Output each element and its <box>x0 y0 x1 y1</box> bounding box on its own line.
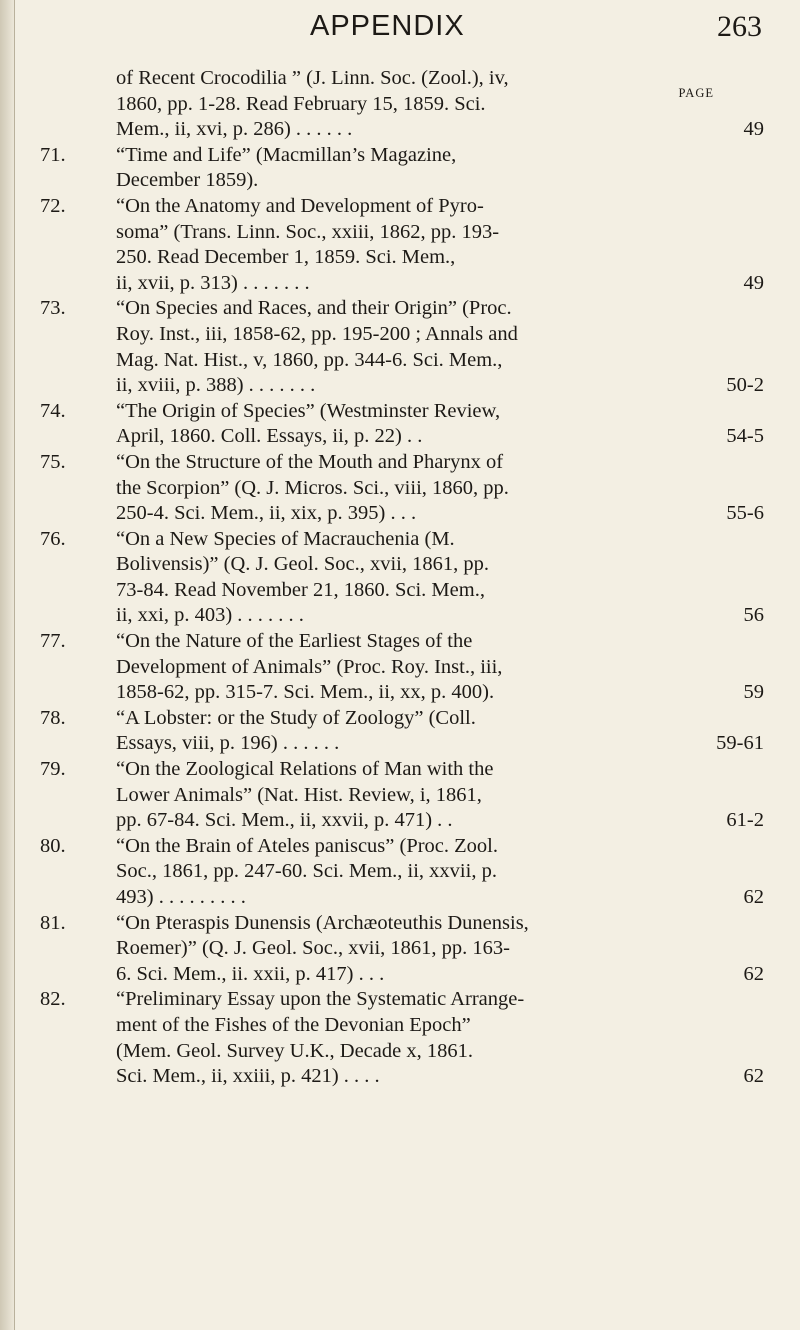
entry-line <box>116 552 712 578</box>
entry-line <box>116 680 764 706</box>
entry-number: 74. <box>40 399 66 422</box>
entry-line <box>116 117 764 143</box>
entry-number: 78. <box>40 706 66 729</box>
entry-text: 6. Sci. Mem., ii. xxii, p. 417) . . . <box>116 962 385 985</box>
entry-text: ment of the Fishes of the Devonian Epoch” <box>116 1013 471 1036</box>
entry-page-reference: 62 <box>743 962 764 985</box>
entry-page-reference: 62 <box>743 1065 764 1088</box>
bibliography-list <box>40 66 764 1090</box>
entry-text: soma” (Trans. Linn. Soc., xxiii, 1862, pp. 193- <box>116 220 500 243</box>
entry-page-reference: 61-2 <box>726 809 764 832</box>
entry-page-reference: 59 <box>743 681 764 704</box>
entry-number: 73. <box>40 297 66 320</box>
entry-page-reference: 54-5 <box>726 425 764 448</box>
bibliography-entry <box>40 706 764 757</box>
entry-line <box>116 245 712 271</box>
entry-page-reference: 59-61 <box>716 732 764 755</box>
entry-number: 76. <box>40 527 66 550</box>
entry-text: “On a New Species of Macrauchenia (M. <box>116 527 455 550</box>
entry-line <box>116 603 764 629</box>
entry-line <box>116 399 712 425</box>
bibliography-entry <box>40 450 764 527</box>
entry-text: 493) . . . . . . . . . <box>116 886 246 908</box>
entry-line <box>116 501 764 527</box>
entry-text: 250. Read December 1, 1859. Sci. Mem., <box>116 246 456 269</box>
entry-text: April, 1860. Coll. Essays, ii, p. 22) . . <box>116 425 423 448</box>
entry-text: Lower Animals” (Nat. Hist. Review, i, 1861, <box>116 783 482 806</box>
entry-line <box>116 987 712 1013</box>
entry-text: “On Species and Races, and their Origin” (Proc. <box>116 297 512 320</box>
entry-text: “Preliminary Essay upon the Systematic Arrange- <box>116 988 525 1011</box>
page-column-label: PAGE <box>678 86 714 100</box>
entry-line <box>116 1013 712 1039</box>
entry-text: “A Lobster: or the Study of Zoology” (Coll. <box>116 706 476 729</box>
entry-line <box>116 527 712 553</box>
entry-text: 1860, pp. 1-28. Read February 15, 1859. Sci. <box>116 92 486 115</box>
entry-text: (Mem. Geol. Survey U.K., Decade x, 1861. <box>116 1039 473 1062</box>
bibliography-entry <box>40 66 764 143</box>
entry-line <box>116 296 712 322</box>
entry-line <box>116 220 712 246</box>
entry-text: ii, xvii, p. 313) . . . . . . . <box>116 271 310 294</box>
entry-number: 71. <box>40 143 66 166</box>
bibliography-entry <box>40 757 764 834</box>
entry-line <box>116 143 712 169</box>
entry-text: pp. 67-84. Sci. Mem., ii, xxvii, p. 471) . . <box>116 809 453 832</box>
entry-line <box>116 271 764 297</box>
entry-page-reference: 49 <box>743 118 764 141</box>
entry-page-reference: 49 <box>743 271 764 294</box>
entry-text: “On the Nature of the Earliest Stages of the <box>116 630 473 653</box>
entry-text: Roy. Inst., iii, 1858-62, pp. 195-200 ; Annals and <box>116 322 518 345</box>
entry-text: 73-84. Read November 21, 1860. Sci. Mem., <box>116 578 485 601</box>
entry-number: 80. <box>40 834 66 857</box>
entry-line <box>116 655 712 681</box>
entry-line <box>116 629 712 655</box>
entry-number: 81. <box>40 911 66 934</box>
entry-page-reference: 50-2 <box>726 374 764 397</box>
entry-line <box>116 783 712 809</box>
entry-text: ii, xviii, p. 388) . . . . . . . <box>116 374 316 397</box>
entry-line <box>116 424 764 450</box>
entry-line <box>116 706 712 732</box>
entry-line <box>116 911 712 937</box>
entry-text: Sci. Mem., ii, xxiii, p. 421) . . . . <box>116 1065 380 1088</box>
entry-text: 250-4. Sci. Mem., ii, xix, p. 395) . . . <box>116 502 417 525</box>
entry-line <box>116 373 764 399</box>
entry-line <box>116 962 764 988</box>
entry-line <box>116 808 764 834</box>
running-header <box>310 10 762 50</box>
entry-text: “On the Zoological Relations of Man with the <box>116 758 494 781</box>
entry-text: Mem., ii, xvi, p. 286) . . . . . . <box>116 118 353 141</box>
entry-text: 1858-62, pp. 315-7. Sci. Mem., ii, xx, p. 400). <box>116 681 495 704</box>
entry-text: Essays, viii, p. 196) . . . . . . <box>116 732 340 755</box>
entry-number: 75. <box>40 450 66 473</box>
entry-text: of Recent Crocodilia ” (J. Linn. Soc. (Zool.), iv, <box>116 67 509 89</box>
entry-page-reference: 56 <box>743 604 764 627</box>
entry-line <box>116 578 712 604</box>
entry-line <box>116 936 712 962</box>
entry-number: 77. <box>40 630 66 653</box>
entry-text: “On Pteraspis Dunensis (Archæoteuthis Dunensis, <box>116 911 529 934</box>
entry-number: 82. <box>40 988 66 1011</box>
entry-text: Development of Animals” (Proc. Roy. Inst., iii, <box>116 655 503 678</box>
entry-line <box>116 1039 712 1065</box>
entry-line <box>116 322 712 348</box>
page-number: 263 <box>717 10 762 43</box>
entry-line <box>116 92 712 118</box>
bibliography-entry <box>40 399 764 450</box>
bibliography-entry <box>40 143 712 194</box>
entry-text: Roemer)” (Q. J. Geol. Soc., xvii, 1861, pp. 163- <box>116 937 510 960</box>
entry-text: “The Origin of Species” (Westminster Review, <box>116 399 501 422</box>
entry-page-reference: 62 <box>743 886 764 908</box>
entry-line <box>116 1064 764 1090</box>
entry-text: “Time and Life” (Macmillan’s Magazine, <box>116 143 457 166</box>
entry-text: Bolivensis)” (Q. J. Geol. Soc., xvii, 1861, pp. <box>116 553 489 576</box>
entry-line <box>116 66 712 92</box>
entry-text: Soc., 1861, pp. 247-60. Sci. Mem., ii, xxvii, p. <box>116 860 497 883</box>
bibliography-entry <box>40 194 764 296</box>
bibliography-entry <box>40 296 764 398</box>
entry-line <box>116 476 712 502</box>
entry-text: “On the Anatomy and Development of Pyro- <box>116 194 484 217</box>
entry-number: 72. <box>40 194 66 217</box>
entry-text: ii, xxi, p. 403) . . . . . . . <box>116 604 304 627</box>
entry-text: the Scorpion” (Q. J. Micros. Sci., viii, 1860, pp. <box>116 476 509 499</box>
entry-line <box>116 885 764 911</box>
entry-line <box>116 757 712 783</box>
entry-line <box>116 450 712 476</box>
entry-number: 79. <box>40 758 66 781</box>
bibliography-entry <box>40 987 764 1089</box>
entry-page-reference: 55-6 <box>726 502 764 525</box>
entry-line <box>116 834 712 860</box>
book-gutter <box>0 0 15 1330</box>
entry-text: December 1859). <box>116 169 259 192</box>
entry-text: “On the Brain of Ateles paniscus” (Proc. Zool. <box>116 834 499 857</box>
entry-text: “On the Structure of the Mouth and Pharynx of <box>116 450 504 473</box>
bibliography-entry <box>40 629 764 706</box>
entry-line <box>116 859 712 885</box>
entry-line <box>116 194 712 220</box>
bibliography-entry <box>40 834 764 911</box>
page-title: APPENDIX <box>310 10 465 42</box>
bibliography-entry <box>40 911 764 988</box>
bibliography-entry <box>40 527 764 629</box>
entry-line <box>116 348 712 374</box>
entry-line <box>116 168 712 194</box>
entry-text: Mag. Nat. Hist., v, 1860, pp. 344-6. Sci. Mem., <box>116 348 503 371</box>
entry-line <box>116 731 764 757</box>
